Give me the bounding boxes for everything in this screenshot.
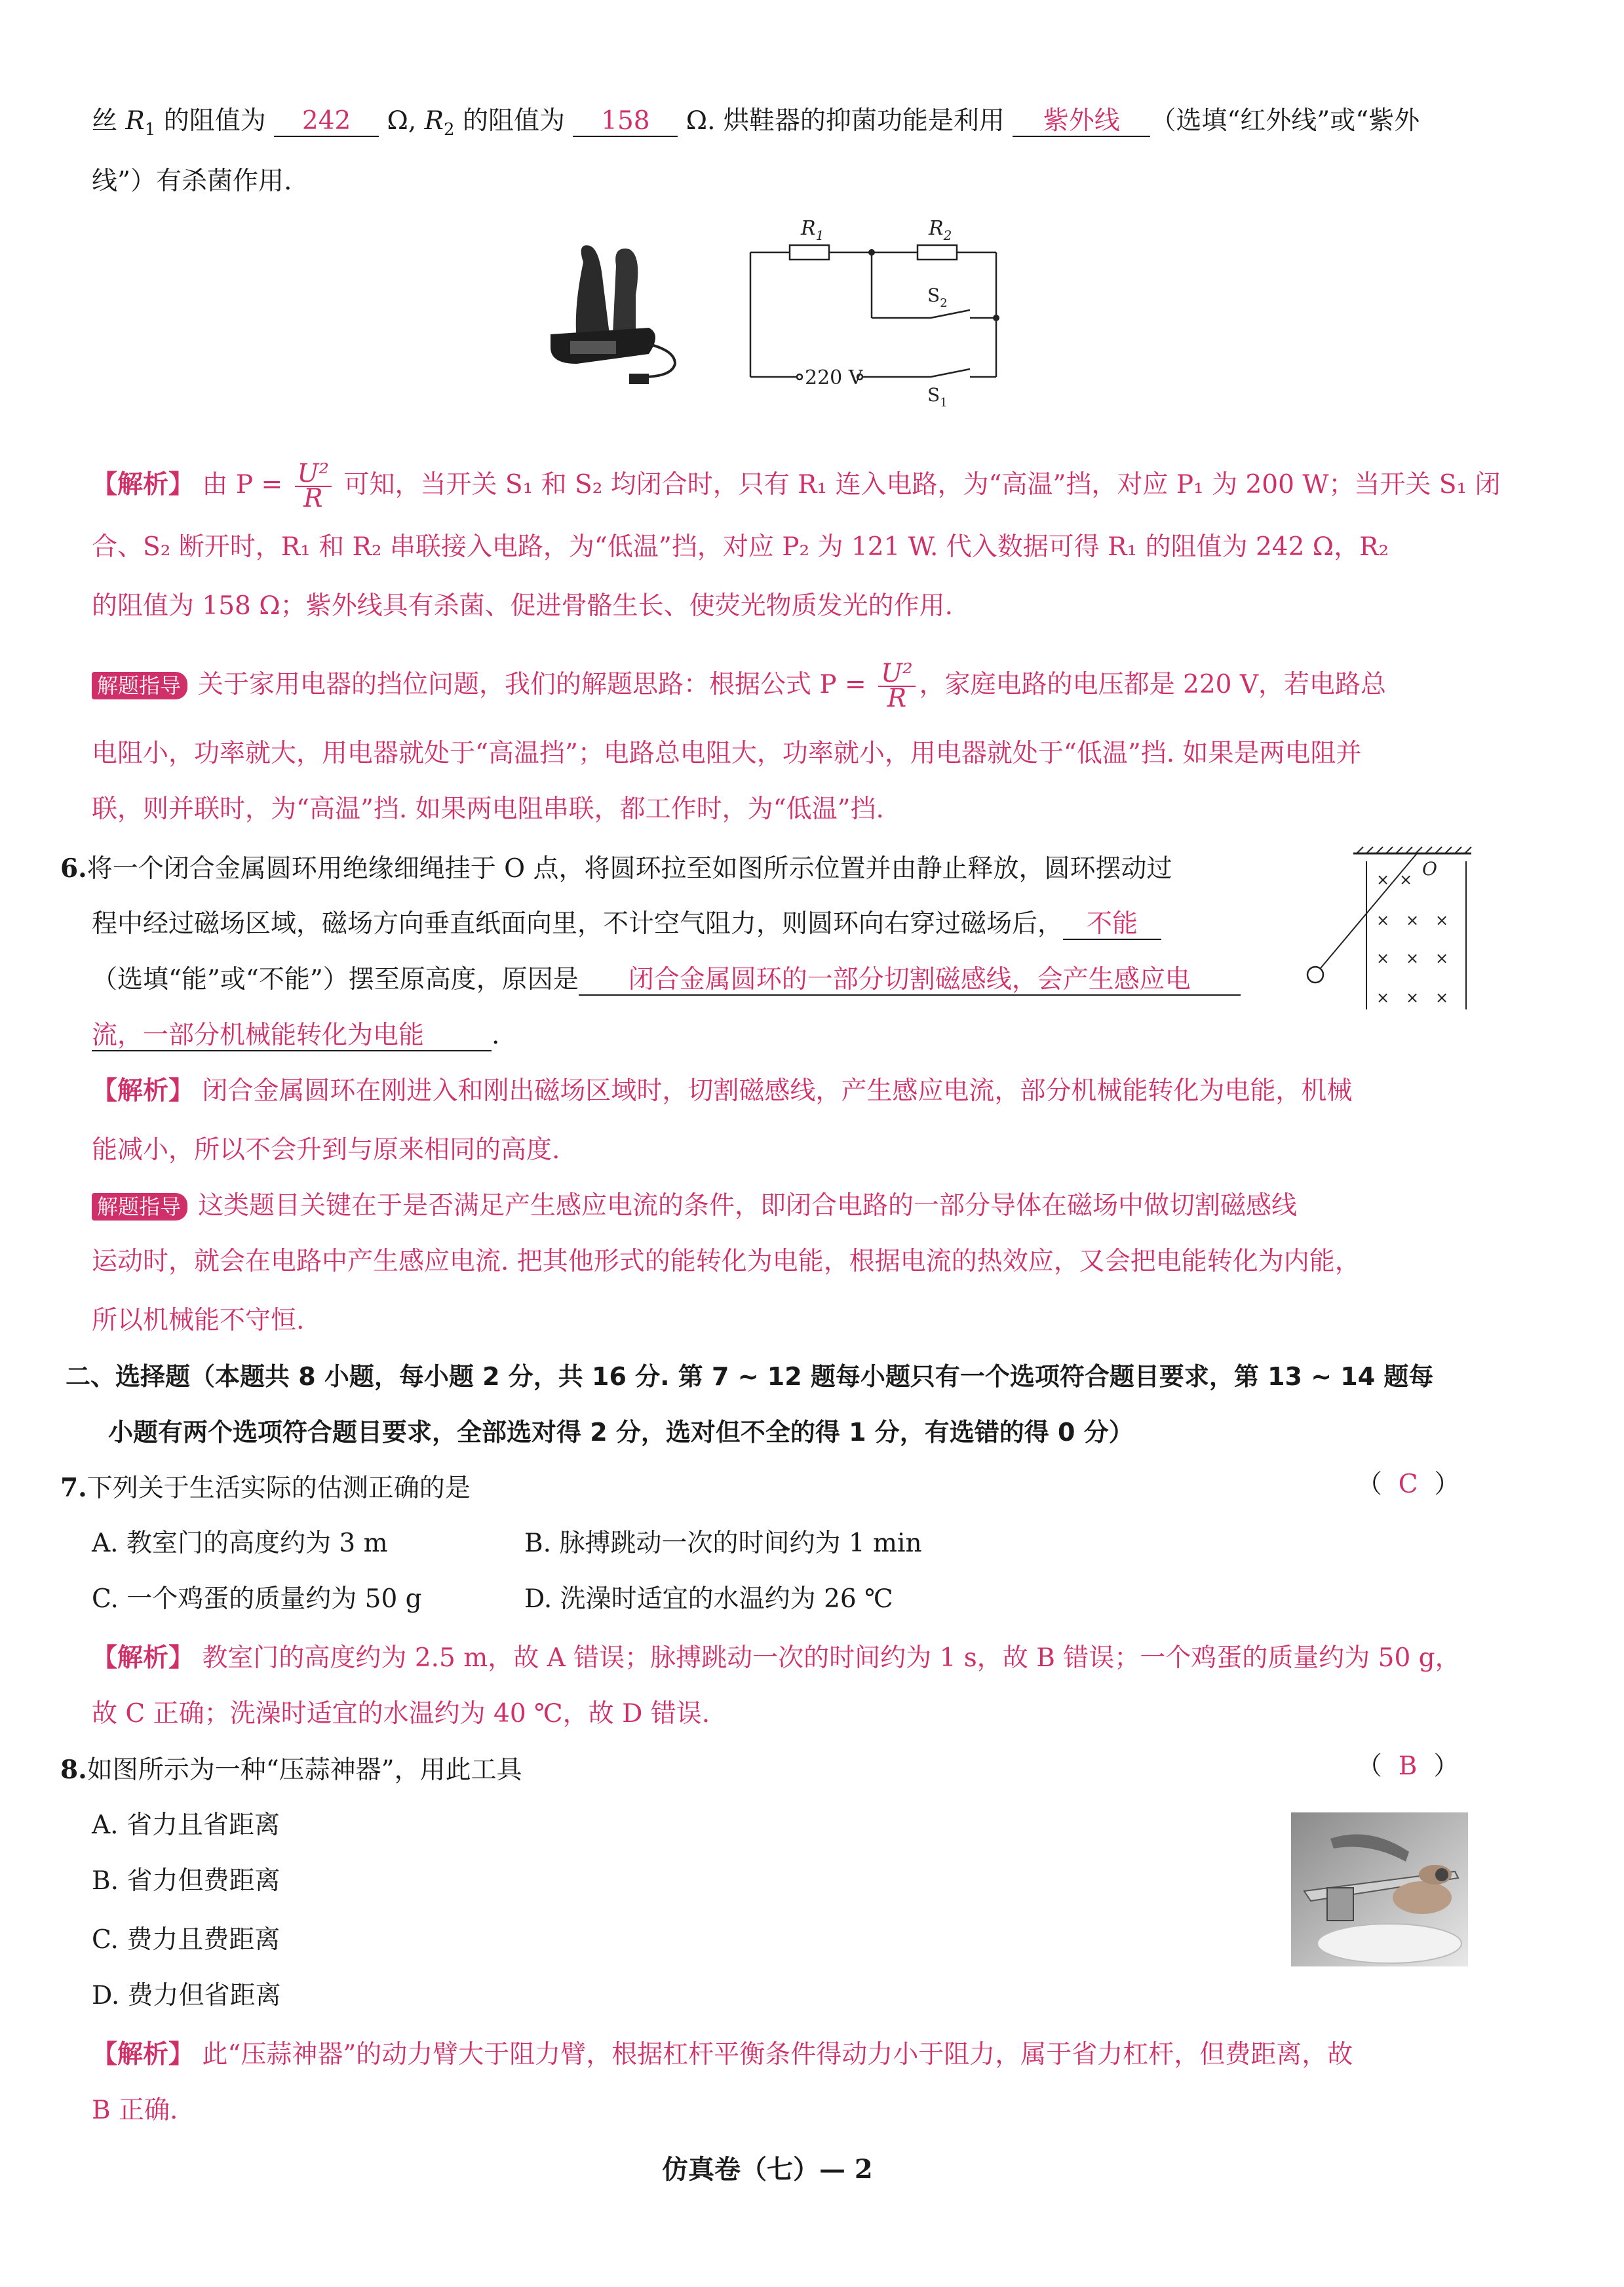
q5-analysis-line-3: 的阻值为 158 Ω；紫外线具有杀菌、促进骨骼生长、使荧光物质发光的作用.: [92, 591, 953, 621]
circuit-r2-label: $R_2$: [929, 217, 952, 243]
svg-text:×: ×: [1435, 911, 1449, 929]
q8-analysis-line-2: B 正确.: [92, 2096, 178, 2125]
q5-line-2: 线”）有杀菌作用.: [92, 166, 292, 196]
svg-text:×: ×: [1399, 870, 1413, 889]
q7-analysis-line-2: 故 C 正确；洗澡时适宜的水温约为 40 ℃，故 D 错误.: [92, 1699, 710, 1729]
section-2-header-line-2: 小题有两个选项符合题目要求，全部选对得 2 分，选对但不全的得 1 分，有选错的得 0 分）: [108, 1418, 1134, 1447]
analysis-tag: 【解析】: [92, 1643, 195, 1673]
svg-text:×: ×: [1435, 988, 1449, 1007]
q8-option-d: D. 费力但省距离: [92, 1981, 281, 2010]
q7-option-d: D. 洗澡时适宜的水温约为 26 ℃: [524, 1584, 893, 1614]
svg-text:×: ×: [1406, 949, 1420, 968]
analysis-tag: 【解析】: [92, 470, 195, 499]
garlic-press-photo: [1291, 1812, 1468, 1966]
q8-option-b: B. 省力但费距离: [92, 1866, 280, 1896]
q6-answer-2a: 闭合金属圆环的一部分切割磁感线，会产生感应电: [579, 966, 1241, 996]
q6-guide-line-2: 运动时，就会在电路中产生感应电流. 把其他形式的能转化为电能，根据电流的热效应，又会把电能转化为内能，: [92, 1247, 1361, 1276]
q8-stem: 8.如图所示为一种“压蒜神器”，用此工具: [60, 1755, 522, 1785]
guide-tag: 解题指导: [92, 672, 187, 699]
shoe-dryer-image: [537, 236, 708, 393]
q6-line-4: 流，一部分机械能转化为电能 .: [92, 1021, 500, 1050]
q7-answer-bracket: （ C ）: [1357, 1470, 1460, 1499]
q6-answer-2b: 流，一部分机械能转化为电能: [92, 1021, 492, 1051]
q7-analysis-line-1: 【解析】 教室门的高度约为 2.5 m，故 A 错误；脉搏跳动一次的时间约为 1 s，故 B 错误；一个鸡蛋的质量约为 50 g，: [92, 1643, 1461, 1673]
q6-guide-line-1: 解题指导 这类题目关键在于是否满足产生感应电流的条件，即闭合电路的一部分导体在磁场中做切割磁感线: [92, 1190, 1297, 1222]
svg-text:×: ×: [1376, 949, 1390, 968]
point-o-label: O: [1422, 858, 1437, 880]
svg-text:×: ×: [1376, 870, 1390, 889]
q8-option-a: A. 省力且省距离: [92, 1810, 280, 1840]
circuit-s2-label: $S_2$: [927, 284, 948, 310]
q5-guide-line-2: 电阻小，功率就大，用电器就处于“高温挡”；电路总电阻大，功率就小，用电器就处于“低温”挡. 如果是两电阻并: [92, 739, 1362, 768]
q6-analysis-line-1: 【解析】 闭合金属圆环在刚进入和刚出磁场区域时，切割磁感线，产生感应电流，部分机械能转化为电能，机械: [92, 1076, 1353, 1106]
q5-guide-line-3: 联，则并联时，为“高温”挡. 如果两电阻串联，都工作时，为“低温”挡.: [92, 794, 884, 824]
q5-line-1: 丝 $R_1$ 的阻值为 242 Ω, $R_2$ 的阻值为 158 Ω. 烘鞋器的抑菌功能是利用 紫外线 （选填“红外线”或“紫外: [92, 106, 1420, 140]
q6-analysis-line-2: 能减小，所以不会升到与原来相同的高度.: [92, 1135, 560, 1165]
circuit-voltage-label: 220 V: [805, 366, 863, 389]
circuit-r1-label: $R_1$: [801, 217, 824, 243]
svg-text:×: ×: [1376, 988, 1390, 1007]
q8-answer: B: [1398, 1751, 1418, 1781]
q5-analysis-line-2: 合、S₂ 断开时，R₁ 和 R₂ 串联接入电路，为“低温”挡，对应 P₂ 为 121 W. 代入数据可得 R₁ 的阻值为 242 Ω，R₂: [92, 532, 1389, 562]
circuit-diagram: [734, 216, 1022, 413]
q7-option-c: C. 一个鸡蛋的质量约为 50 g: [92, 1584, 422, 1614]
q5-guide-line-1: 解题指导 关于家用电器的挡位问题，我们的解题思路：根据公式 P = $\frac{\text{U²}}{R}$ ，家庭电路的电压都是 220 V，若电路总: [92, 662, 1386, 711]
q6-number: 6.: [60, 853, 87, 884]
q7-answer: C: [1398, 1470, 1418, 1499]
svg-text:×: ×: [1376, 911, 1390, 929]
page-footer: 仿真卷（七）— 2: [662, 2154, 873, 2185]
q5-answer-r1: 242: [274, 107, 379, 137]
analysis-tag: 【解析】: [92, 2040, 195, 2069]
q6-line-1: 6.将一个闭合金属圆环用绝缘细绳挂于 O 点，将圆环拉至如图所示位置并由静止释放，圆环摆动过: [60, 853, 1172, 884]
analysis-tag: 【解析】: [92, 1076, 195, 1106]
circuit-s1-label: $S_1$: [927, 384, 948, 410]
svg-text:×: ×: [1406, 911, 1420, 929]
q8-analysis-line-1: 【解析】 此“压蒜神器”的动力臂大于阻力臂，根据杠杆平衡条件得动力小于阻力，属于省力杠杆，但费距离，故: [92, 2040, 1353, 2069]
guide-tag: 解题指导: [92, 1193, 187, 1221]
q8-answer-bracket: （ B ）: [1357, 1751, 1460, 1781]
q5-answer-r2: 158: [573, 107, 678, 137]
q7-option-b: B. 脉搏跳动一次的时间约为 1 min: [524, 1529, 922, 1558]
svg-text:×: ×: [1435, 949, 1449, 968]
q7-stem: 7.下列关于生活实际的估测正确的是: [60, 1473, 471, 1503]
pendulum-field-diagram: [1294, 846, 1475, 1023]
q7-option-a: A. 教室门的高度约为 3 m: [92, 1529, 388, 1558]
q6-answer-1: 不能: [1063, 910, 1161, 940]
q5-answer-uv: 紫外线: [1013, 107, 1150, 137]
section-2-header-line-1: 二、选择题（本题共 8 小题，每小题 2 分，共 16 分. 第 7 ~ 12 题每小题只有一个选项符合题目要求，第 13 ~ 14 题每: [66, 1362, 1434, 1391]
q5-analysis-line-1: 【解析】 由 P = $\frac{\text{U²}}{R}$ 可知，当开关 S₁ 和 S₂ 均闭合时，只有 R₁ 连入电路，为“高温”挡，对应 P₁ 为 200 W；当开关 S₁ 闭: [92, 459, 1501, 513]
svg-text:×: ×: [1406, 988, 1420, 1007]
q8-option-c: C. 费力且费距离: [92, 1925, 280, 1955]
q6-line-2: 程中经过磁场区域，磁场方向垂直纸面向里，不计空气阻力，则圆环向右穿过磁场后， 不能: [92, 908, 1161, 941]
q6-line-3: （选填“能”或“不能”）摆至原高度，原因是 闭合金属圆环的一部分切割磁感线，会产生感应电: [92, 964, 1241, 996]
q6-guide-line-3: 所以机械能不守恒.: [92, 1306, 305, 1335]
